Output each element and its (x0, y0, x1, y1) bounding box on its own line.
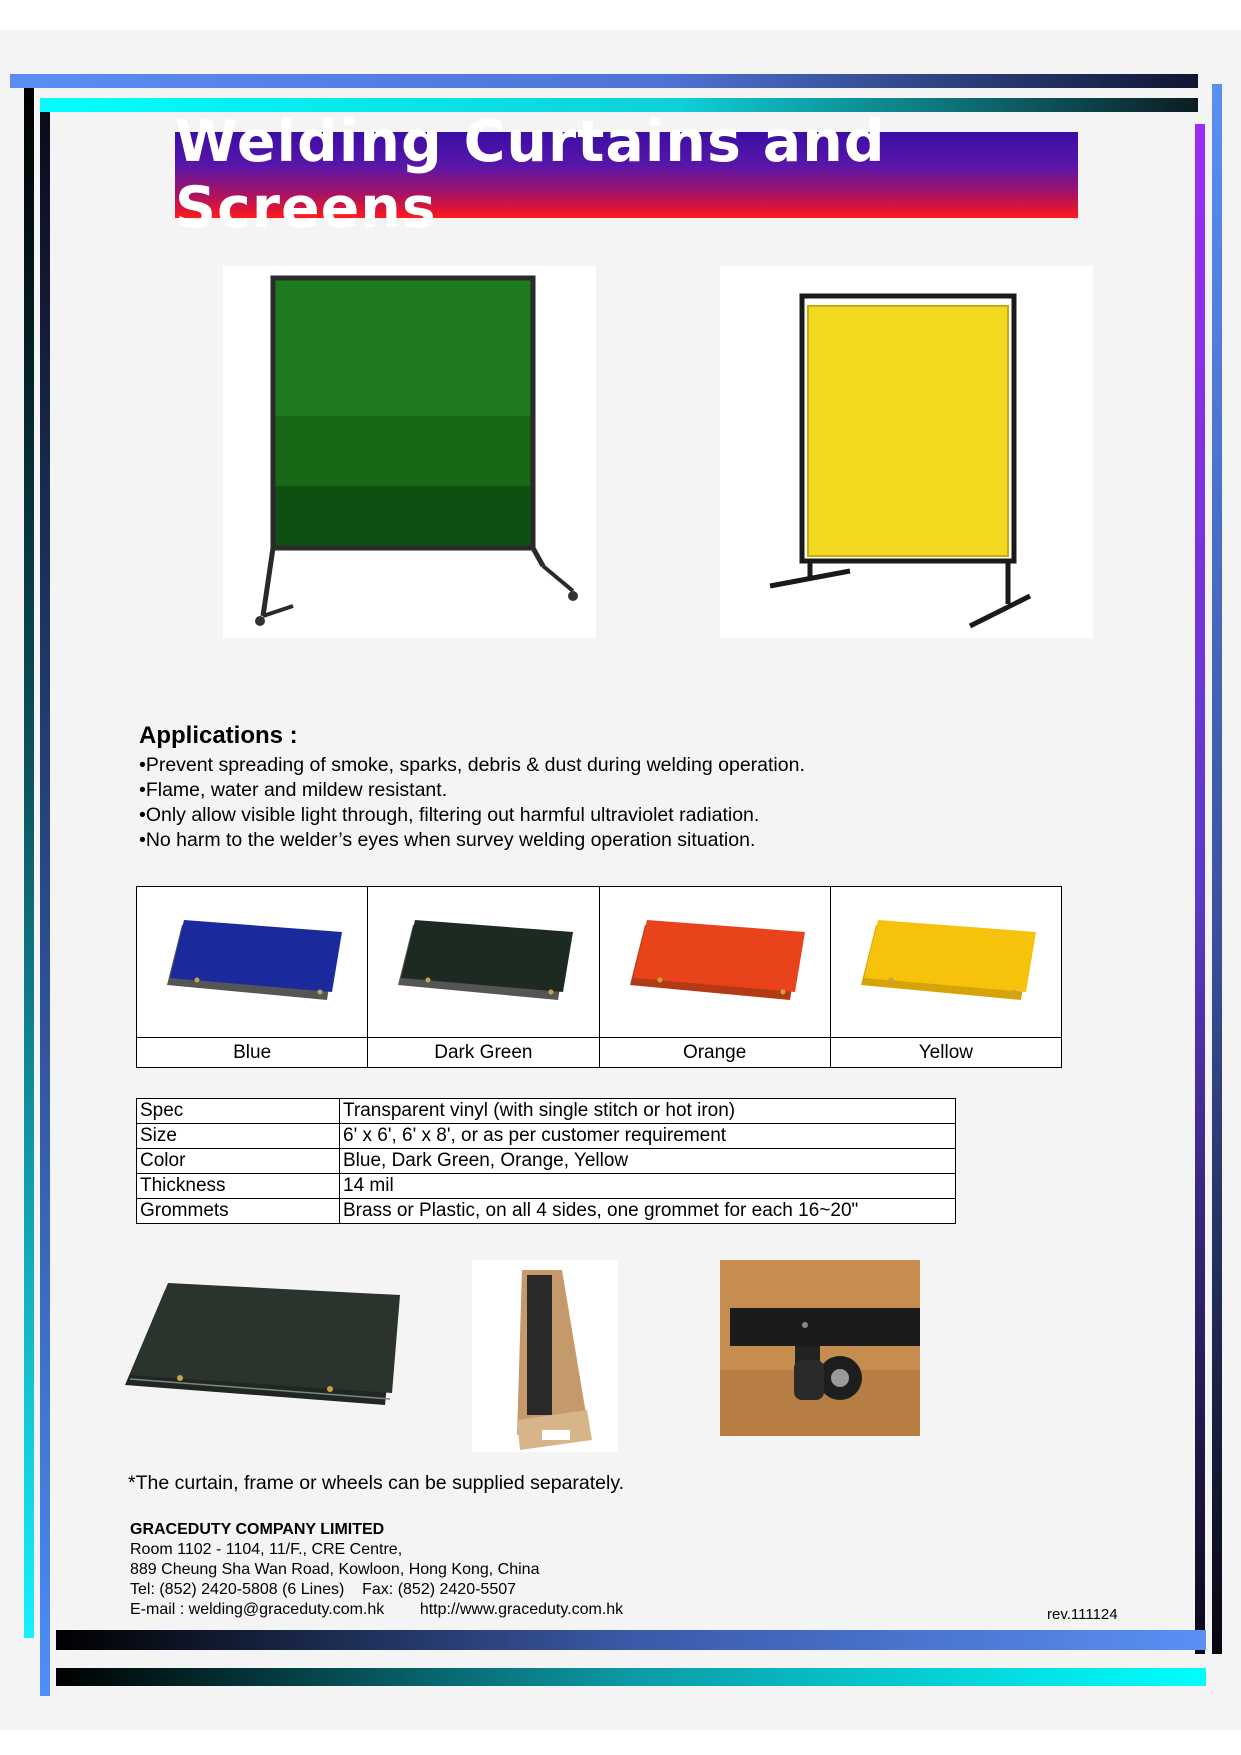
table-row (137, 1199, 956, 1224)
spec-value: 14 mil (340, 1174, 956, 1199)
frame-bar-left-inner (40, 112, 50, 1696)
applications-heading: Applications : (139, 722, 298, 749)
page-title: Welding Curtains and Screens (175, 109, 886, 241)
company-name: GRACEDUTY COMPANY LIMITED (130, 1521, 385, 1538)
list-item: • No harm to the welder’s eyes when survey welding operation situation. (139, 828, 1039, 853)
spec-key: Thickness (137, 1174, 340, 1199)
company-phone: Tel: (852) 2420-5808 (6 Lines) Fax: (852) 2420-5507 (130, 1581, 517, 1598)
spec-value: 6' x 6', 6' x 8', or as per customer requirement (340, 1124, 956, 1149)
spec-value: Transparent vinyl (with single stitch or hot iron) (340, 1099, 956, 1124)
title-banner (175, 109, 1078, 241)
company-info (130, 1520, 623, 1620)
table-row (137, 1149, 956, 1174)
swatch-blue (137, 887, 368, 1038)
list-item: • Prevent spreading of smoke, sparks, debris & dust during welding operation. (139, 753, 1039, 778)
swatch-label: Yellow (830, 1038, 1061, 1068)
table-row (137, 1099, 956, 1124)
frame-bar-bottom-outer (56, 1668, 1206, 1686)
frame-bar-left (24, 88, 34, 1638)
swatch-orange (599, 887, 830, 1038)
spec-key: Grommets (137, 1199, 340, 1224)
swatch-label: Dark Green (368, 1038, 599, 1068)
swatch-dark-green (368, 887, 599, 1038)
spec-value: Blue, Dark Green, Orange, Yellow (340, 1149, 956, 1174)
frame-box-photo (472, 1260, 618, 1452)
applications-list (139, 753, 1039, 853)
frame-bar-top (10, 74, 1198, 88)
swatch-label: Blue (137, 1038, 368, 1068)
spec-key: Color (137, 1149, 340, 1174)
revision-label: rev.111124 (1047, 1606, 1118, 1623)
swatch-yellow (830, 887, 1061, 1038)
company-address-line: 889 Cheung Sha Wan Road, Kowloon, Hong Kong, China (130, 1561, 540, 1578)
supply-note: *The curtain, frame or wheels can be supplied separately. (128, 1472, 625, 1494)
table-row (137, 1174, 956, 1199)
rolled-curtain-photo (120, 1275, 405, 1425)
company-address-line: Room 1102 - 1104, 11/F., CRE Centre, (130, 1541, 403, 1558)
spec-value: Brass or Plastic, on all 4 sides, one grommet for each 16~20" (340, 1199, 956, 1224)
color-swatch-table (136, 886, 1062, 1068)
spec-key: Spec (137, 1099, 340, 1124)
list-item: • Only allow visible light through, filtering out harmful ultraviolet radiation. (139, 803, 1039, 828)
spec-table (136, 1098, 956, 1224)
frame-bar-right (1212, 84, 1222, 1654)
frame-bar-bottom (56, 1630, 1206, 1650)
spec-key: Size (137, 1124, 340, 1149)
frame-bar-right-inner (1195, 124, 1205, 1654)
table-row (137, 1124, 956, 1149)
green-screen-photo (223, 266, 596, 638)
swatch-label: Orange (599, 1038, 830, 1068)
yellow-screen-photo (720, 266, 1093, 638)
wheel-photo (720, 1260, 920, 1436)
list-item: • Flame, water and mildew resistant. (139, 778, 1039, 803)
applications-section (139, 722, 1039, 853)
company-email: E-mail : welding@graceduty.com.hk http://www.graceduty.com.hk (130, 1601, 624, 1618)
